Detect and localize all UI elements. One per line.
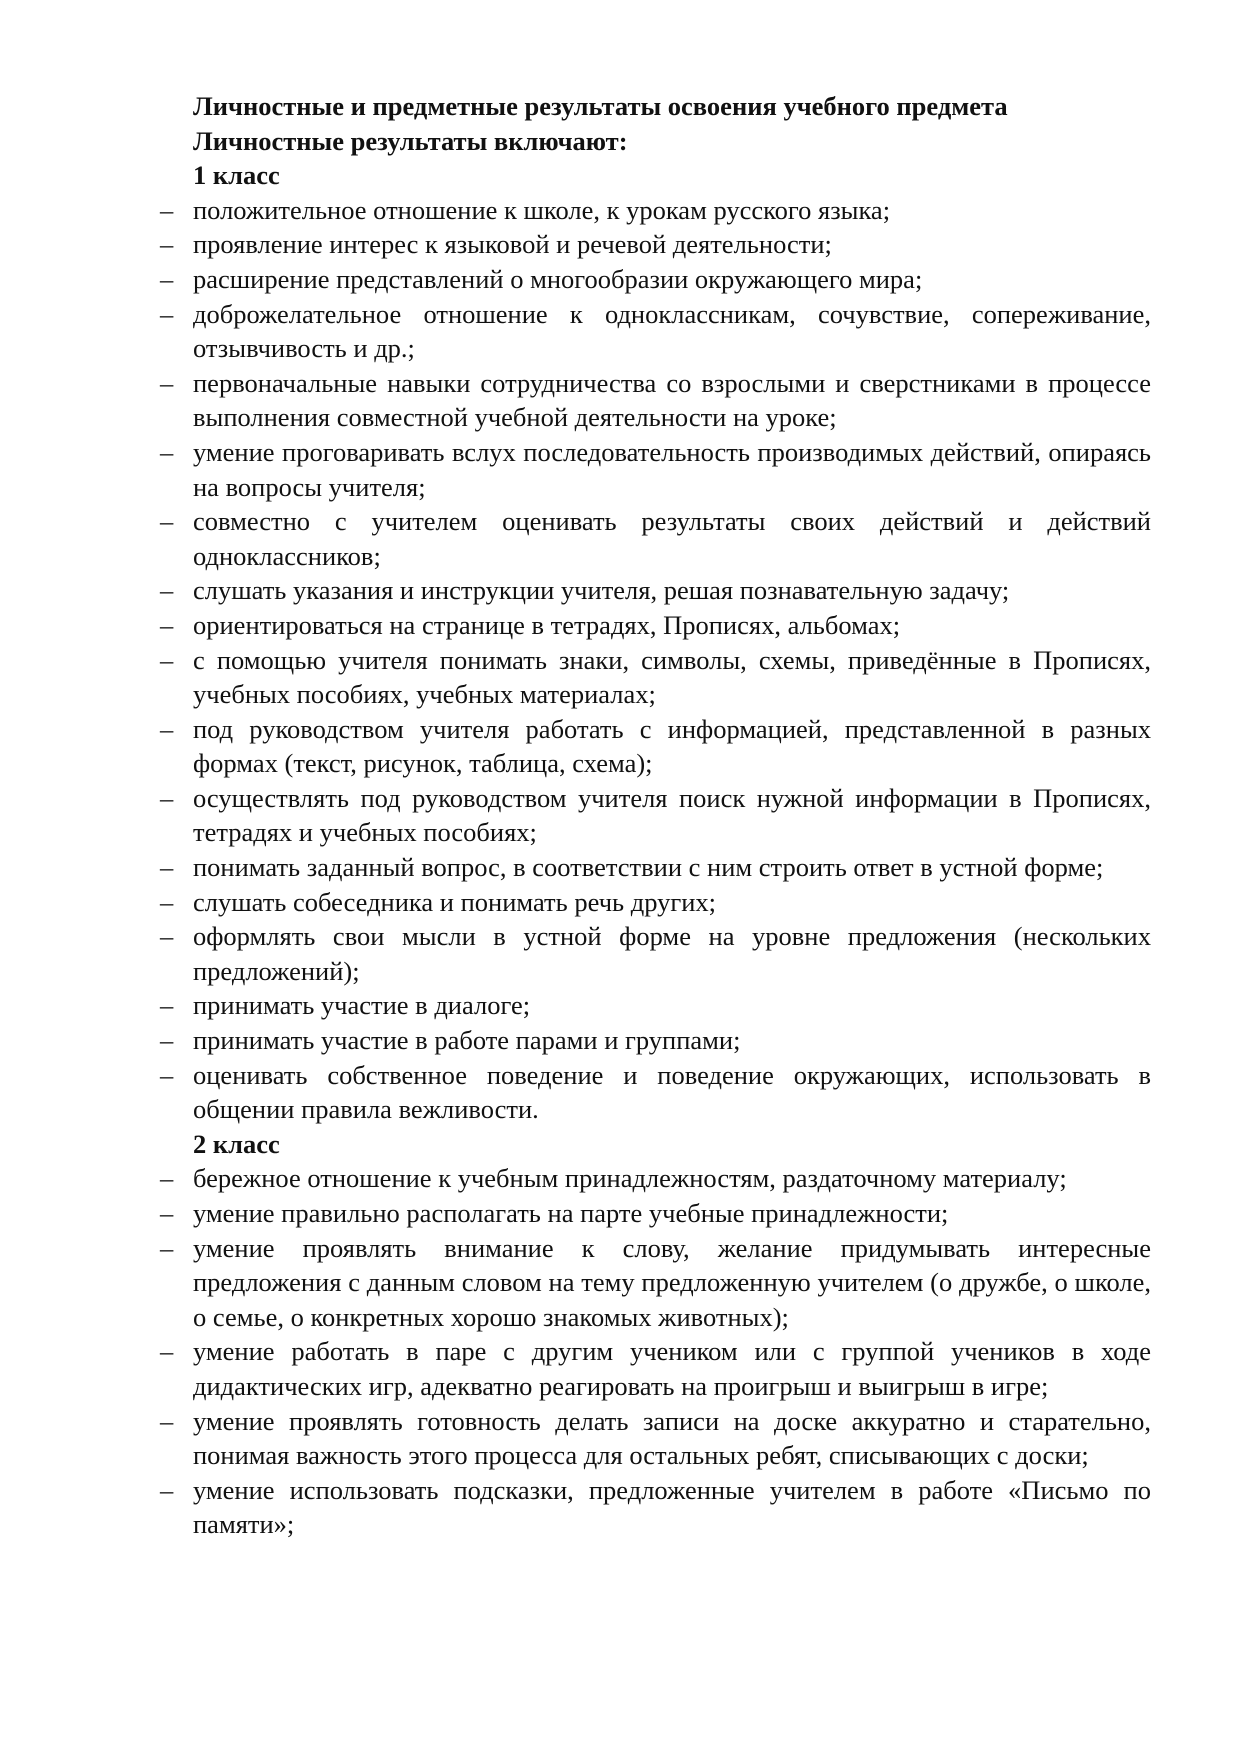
list-item-text: слушать указания и инструкции учителя, решая познавательную задачу;: [193, 575, 1010, 606]
bullet-dash: –: [160, 886, 174, 917]
bullet-dash: –: [160, 1059, 174, 1090]
bullet-dash: –: [160, 506, 174, 537]
list-item-text: слушать собеседника и понимать речь других;: [193, 886, 717, 917]
list-item: [160, 712, 1151, 781]
list-item: [160, 850, 1151, 885]
bullet-dash: –: [160, 782, 174, 813]
bullet-dash: –: [160, 1163, 174, 1194]
bullet-dash: –: [160, 367, 174, 398]
bullet-dash: –: [160, 1198, 174, 1228]
list-item-text: с помощью учителя понимать знаки, символы, схемы, приведённые в Прописях, учебных пособиях, учебных материалах;: [193, 644, 1151, 710]
list-item-text: положительное отношение к школе, к урокам русского языка;: [193, 194, 891, 225]
bullet-dash: –: [160, 1474, 174, 1505]
list-item: [160, 988, 1151, 1023]
list-item-text: принимать участие в работе парами и группами;: [193, 1025, 741, 1056]
list-item: [160, 1473, 1151, 1542]
bullet-dash: –: [160, 436, 174, 467]
list-item: [160, 504, 1151, 573]
bullet-dash: –: [160, 713, 174, 744]
list-item-text: ориентироваться на странице в тетрадях, Прописях, альбомах;: [193, 609, 901, 640]
list-item: [160, 1404, 1151, 1473]
list-item-text: первоначальные навыки сотрудничества со взрослыми и сверстниками в процессе выполнения совместной учебной деятельности на уроке;: [193, 367, 1151, 433]
list-item-text: умение проговаривать вслух последовательность производимых действий, опираясь на вопросы учителя;: [193, 436, 1151, 502]
list-item-text: умение проявлять готовность делать записи на доске аккуратно и старательно, понимая важность этого процесса для остальных ребят, списывающих с доски;: [193, 1405, 1151, 1471]
list-item: [160, 885, 1151, 920]
bullet-dash: –: [160, 609, 174, 640]
bullet-dash: –: [160, 263, 174, 294]
bullet-dash: –: [160, 1232, 174, 1263]
bullet-dash: –: [160, 194, 174, 225]
bullet-dash: –: [160, 1336, 174, 1367]
list-item-text: проявление интерес к языковой и речевой деятельности;: [193, 229, 832, 260]
list-item-text: понимать заданный вопрос, в соответствии с ним строить ответ в устной форме;: [193, 852, 1104, 883]
list-item-text: оформлять свои мысли в устной форме на уровне предложения (нескольких предложений);: [193, 921, 1151, 986]
bullet-dash: –: [160, 852, 174, 883]
list-item: [160, 919, 1151, 988]
bullet-dash: –: [160, 1025, 174, 1056]
bullet-dash: –: [160, 644, 174, 675]
list-item: [160, 262, 1151, 297]
list-item: [160, 781, 1151, 850]
list-item: [160, 1334, 1151, 1403]
document-title: Личностные и предметные результаты освоения учебного предмета: [193, 91, 1008, 121]
list-item: [160, 1058, 1151, 1127]
bullet-dash: –: [160, 1405, 174, 1436]
bullet-dash: –: [160, 298, 174, 329]
list-item-text: умение работать в паре с другим учеником или с группой учеников в ходе дидактических игр, адекватно реагировать на проигрыш и выигрыш в игре;: [193, 1336, 1151, 1401]
list-item: [160, 227, 1151, 262]
bullet-dash: –: [160, 990, 174, 1021]
list-item: [160, 573, 1151, 608]
list-item-text: расширение представлений о многообразии окружающего мира;: [193, 263, 923, 294]
list-item-text: доброжелательное отношение к одноклассникам, сочувствие, сопереживание, отзывчивость и др.;: [193, 298, 1151, 364]
grade-heading-1: 1 класс: [193, 160, 280, 191]
grade-1-list: [160, 193, 1151, 1127]
list-item-text: совместно с учителем оценивать результаты своих действий и действий одноклассников;: [193, 506, 1151, 571]
grade-2-list: [160, 1161, 1151, 1542]
grade-heading-2: 2 класс: [193, 1128, 280, 1159]
list-item: [160, 1196, 1151, 1231]
list-item-text: умение проявлять внимание к слову, желание придумывать интересные предложения с данным словом на тему предложенную учителем (о дружбе, о школе, о семье, о конкретных хорошо знакомых животных);: [193, 1232, 1151, 1332]
list-item: [160, 297, 1151, 366]
list-item: [160, 1023, 1151, 1058]
bullet-dash: –: [160, 229, 174, 260]
list-item-text: под руководством учителя работать с информацией, представленной в разных формах (текст, рисунок, таблица, схема);: [193, 713, 1151, 779]
list-item: [160, 1231, 1151, 1335]
list-item-text: умение использовать подсказки, предложенные учителем в работе «Письмо по памяти»;: [193, 1474, 1151, 1540]
bullet-dash: –: [160, 921, 174, 952]
list-item-text: осуществлять под руководством учителя поиск нужной информации в Прописях, тетрадях и учебных пособиях;: [193, 782, 1151, 848]
document-subtitle: Личностные результаты включают:: [193, 125, 628, 156]
list-item-text: оценивать собственное поведение и поведение окружающих, использовать в общении правила вежливости.: [193, 1059, 1151, 1125]
bullet-dash: –: [160, 575, 174, 606]
list-item: [160, 193, 1151, 228]
list-item-text: умение правильно располагать на парте учебные принадлежности;: [193, 1198, 949, 1228]
list-item: [160, 1161, 1151, 1196]
list-item: [160, 643, 1151, 712]
list-item-text: бережное отношение к учебным принадлежностям, раздаточному материалу;: [193, 1163, 1067, 1194]
list-item: [160, 608, 1151, 643]
list-item-text: принимать участие в диалоге;: [193, 990, 531, 1021]
document-body: [160, 89, 1151, 1542]
list-item: [160, 366, 1151, 435]
list-item: [160, 435, 1151, 504]
